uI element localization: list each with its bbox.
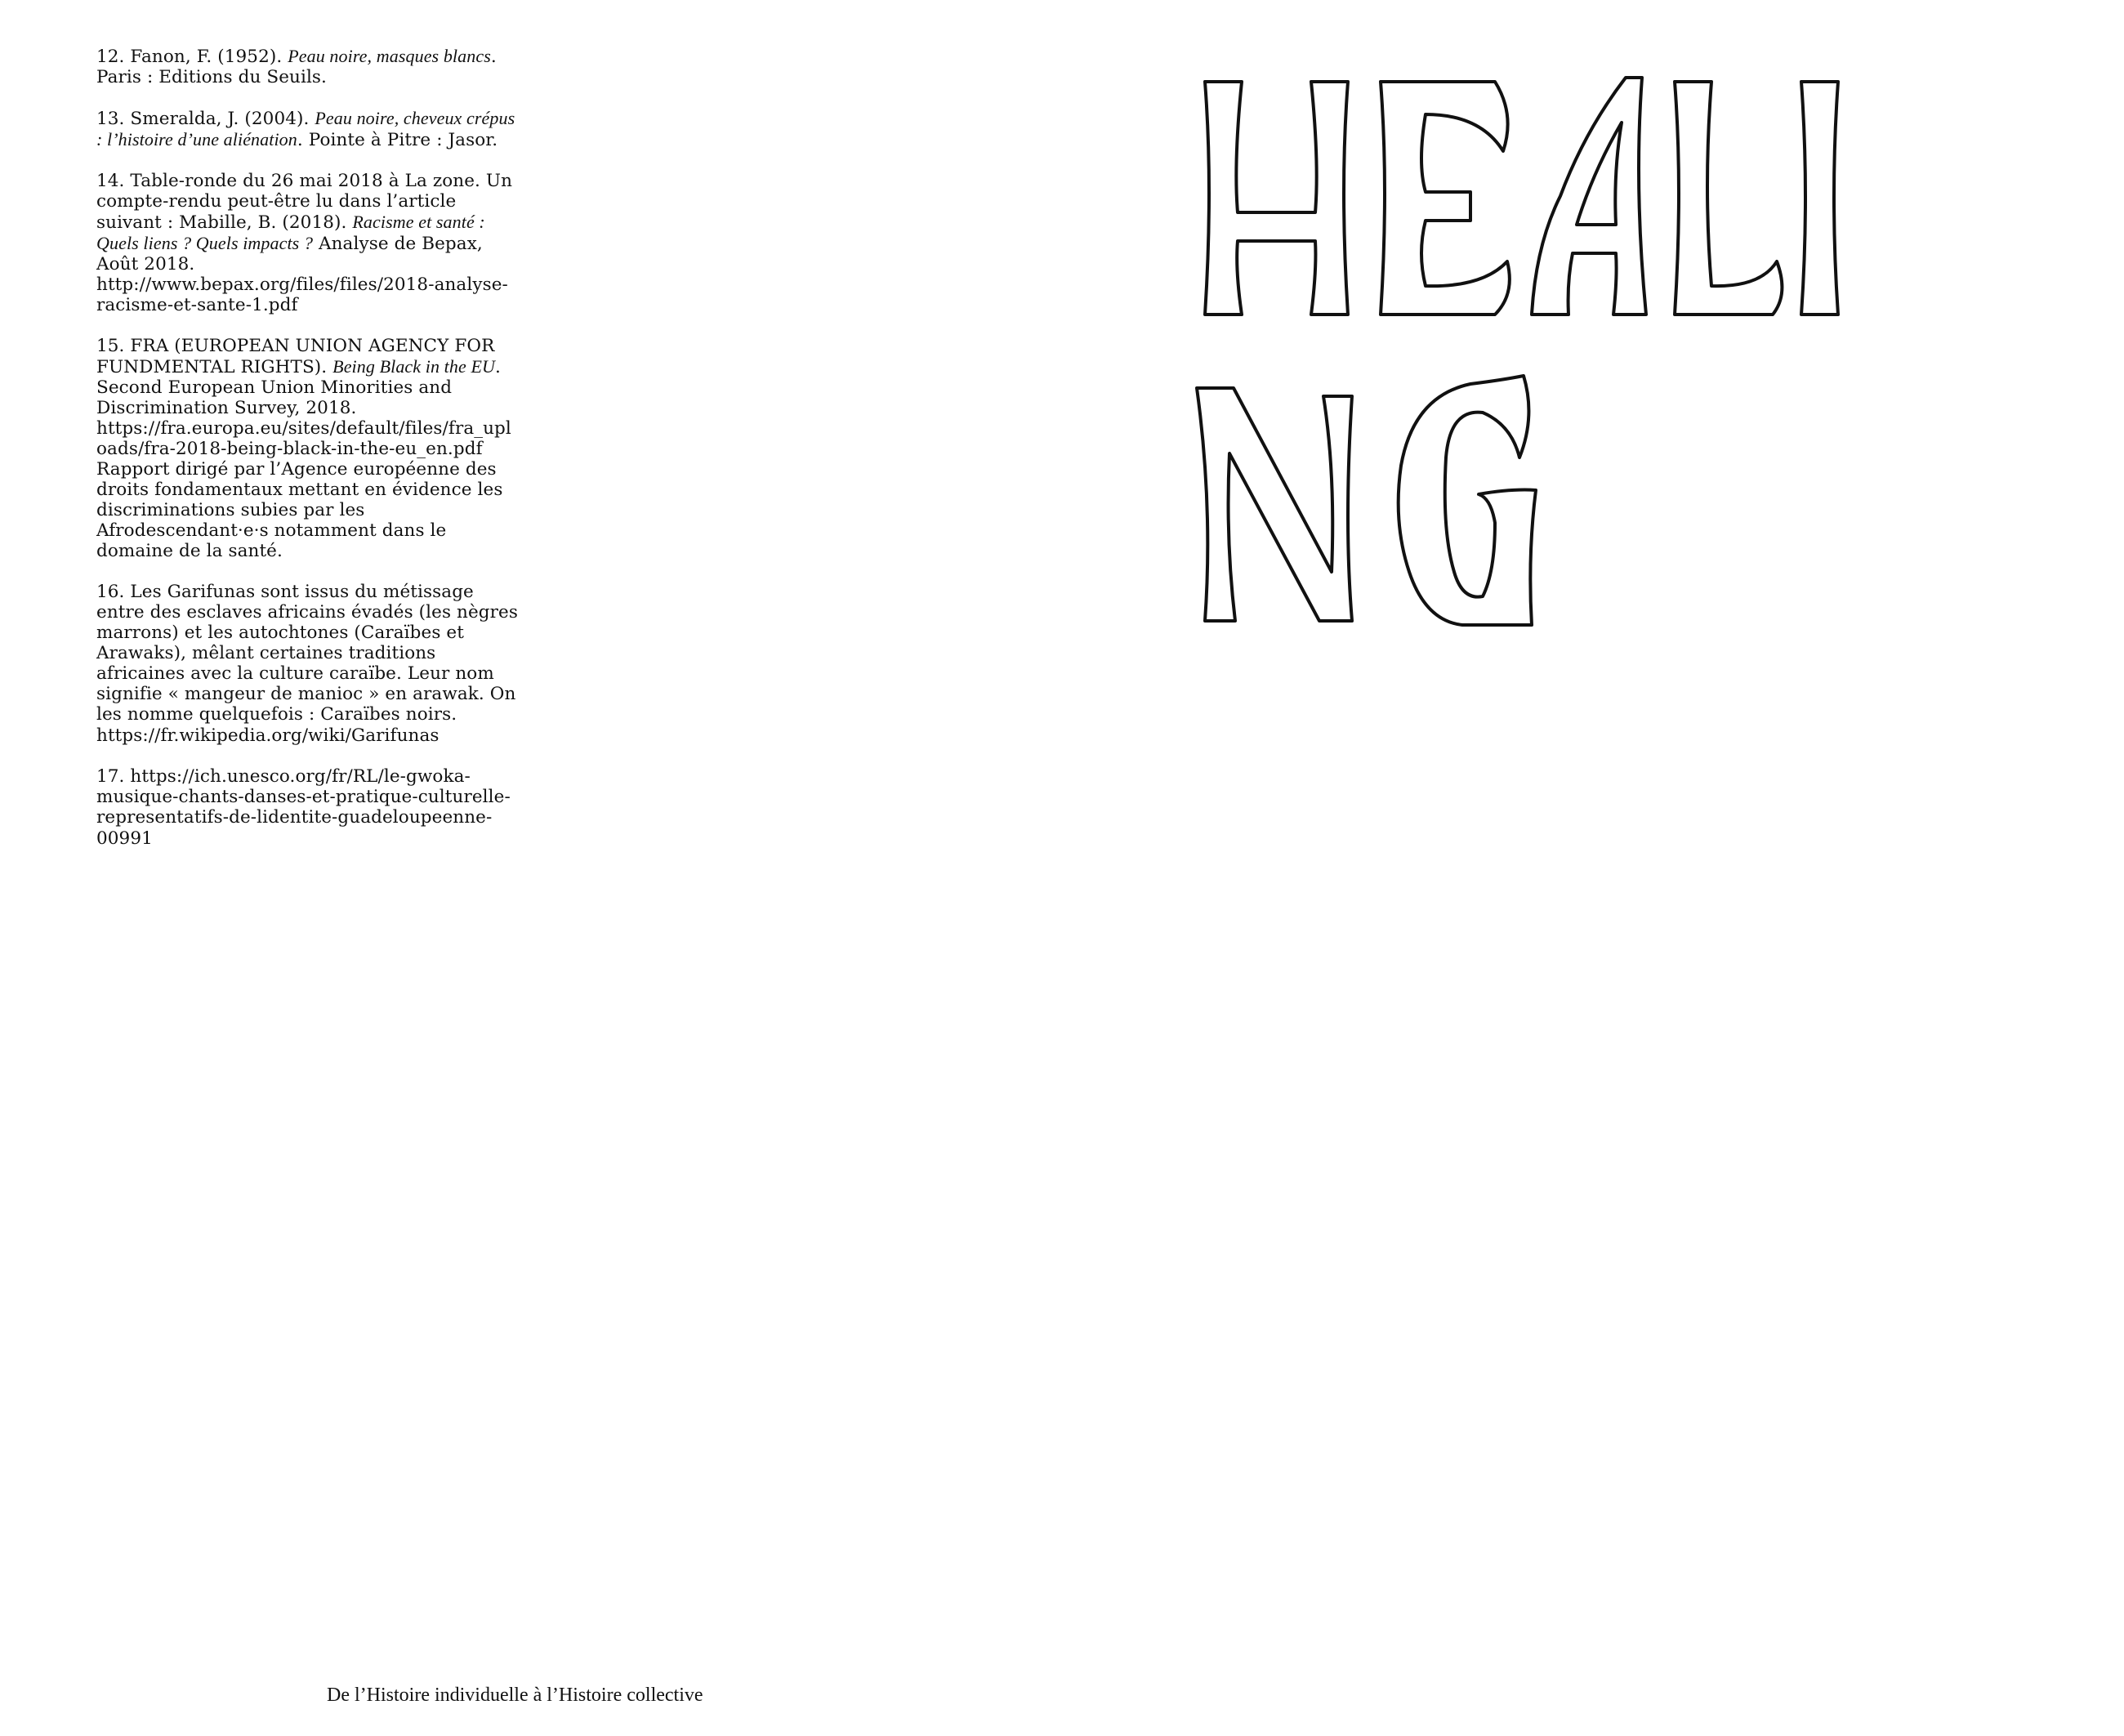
running-footer: De l’Histoire individuelle à l’Histoire collective — [327, 1685, 703, 1706]
footnote-17 — [96, 766, 521, 849]
footnote-text: . Paris : Editions du Seuils. — [96, 47, 497, 87]
footnote-italic-title: Peau noire, cheveux crépus : l’histoire d’une aliénation — [96, 108, 515, 150]
healing-title — [1176, 65, 1961, 654]
footnote-text: Analyse de Bepax, Août 2018. http://www.bepax.org/files/files/2018-analyse-racisme-et-sante-1.pdf — [96, 234, 508, 315]
letter-a — [1532, 78, 1646, 315]
footnote-italic-title: Peau noire, masques blancs — [288, 46, 491, 66]
footnote-text: 16. Les Garifunas sont issus du métissage entre des esclaves africains évadés (les nègres marrons) et les autochtones (Caraïbes et Arawaks), mêlant certaines traditions africaines avec la culture caraïbe. Leur nom signifie « mangeur de manioc » en arawak. On les nomme quelquefois : Caraïbes noirs. https://fr.wikipedia.org/wiki/Garifunas — [96, 582, 518, 746]
footnote-13 — [96, 108, 521, 150]
letter-i — [1801, 82, 1838, 315]
title-line-1 — [1205, 78, 1838, 315]
footnote-text: 12. Fanon, F. (1952). — [96, 47, 288, 67]
footnote-italic-title: Being Black in the EU — [332, 356, 495, 377]
footnote-text: 15. FRA (EUROPEAN UNION AGENCY FOR FUNDMENTAL RIGHTS). — [96, 336, 495, 377]
footnote-text: 17. https://ich.unesco.org/fr/RL/le-gwoka-musique-chants-danses-et-pratique-culturelle-representatifs-de-lidentite-guadeloupeenne-00991 — [96, 766, 511, 849]
footnote-15 — [96, 336, 521, 561]
footnote-text: 13. Smeralda, J. (2004). — [96, 109, 315, 129]
footnote-16 — [96, 582, 521, 746]
letter-g — [1399, 376, 1536, 625]
footnote-text: . Second European Union Minorities and Discrimination Survey, 2018. https://fra.europa.eu/sites/default/files/fra_uploads/fra-2018-being-black-in-the-eu_en.pdf Rapport dirigé par l’Agence européenne des droits fondamentaux mettant en évidence les discriminations subies par les Afrodescendant·e·s notamment dans le domaine de la santé. — [96, 357, 511, 561]
footnote-text: . Pointe à Pitre : Jasor. — [297, 130, 498, 150]
title-line-2 — [1197, 376, 1536, 625]
letter-n — [1197, 388, 1352, 621]
footnote-12 — [96, 46, 521, 87]
letter-l — [1675, 82, 1782, 315]
letter-e — [1381, 82, 1510, 315]
footnote-text: 14. Table-ronde du 26 mai 2018 à La zone. Un compte-rendu peut-être lu dans l’article suivant : Mabille, B. (2018). — [96, 171, 513, 233]
letter-h — [1205, 82, 1348, 315]
footnotes-column — [96, 46, 521, 869]
footnote-italic-title: Racisme et santé : Quels liens ? Quels impacts ? — [96, 212, 485, 253]
footnote-14 — [96, 171, 521, 315]
